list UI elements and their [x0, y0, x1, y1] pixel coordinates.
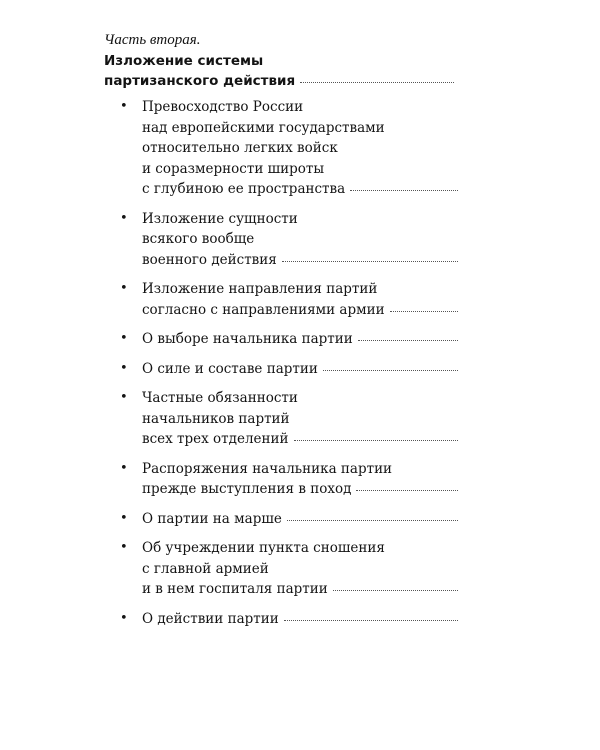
toc-entry-text: О партии на марше [142, 510, 282, 527]
bullet-icon: • [120, 281, 128, 296]
toc-entry[interactable] [118, 97, 458, 200]
toc-entry-text: О силе и составе партии [142, 360, 318, 377]
toc-entry-text: Изложение сущности [142, 210, 298, 227]
toc-entry-text: с главной армией [142, 560, 269, 577]
toc-list [118, 97, 458, 638]
dot-leader [333, 589, 458, 591]
dot-leader [294, 439, 458, 441]
toc-entry[interactable] [118, 279, 458, 320]
bullet-icon: • [120, 610, 128, 626]
toc-entry-text: прежде выступления в поход [142, 481, 352, 497]
toc-entry-text: Изложение направления партий [142, 281, 378, 297]
dot-leader [356, 489, 458, 491]
toc-entry[interactable] [118, 359, 458, 380]
toc-entry-text: над европейскими государствами [142, 119, 385, 136]
section-heading [104, 51, 454, 91]
toc-entry[interactable] [118, 388, 458, 450]
toc-entry[interactable] [118, 538, 458, 600]
toc-entry-text: Частные обязанности [142, 390, 298, 406]
toc-entry-text: О действии партии [142, 610, 279, 627]
dot-leader [282, 260, 458, 262]
toc-entry-text: относительно легких войск [142, 140, 338, 156]
toc-entry-text: Распоряжения начальника партии [142, 460, 393, 477]
toc-entry-text: согласно с направлениями армии [142, 301, 385, 318]
toc-entry-text: всякого вообще [142, 231, 255, 247]
toc-entry-text: начальников партий [142, 410, 290, 427]
toc-entry-text: и в нем госпиталя партии [142, 581, 328, 597]
dot-leader [358, 339, 458, 341]
bullet-icon: • [120, 210, 128, 226]
dot-leader [284, 619, 458, 621]
toc-entry-text: Об учреждении пункта сношения [142, 540, 385, 556]
bullet-icon: • [120, 460, 128, 476]
part-label: Часть вторая. [104, 32, 201, 48]
toc-entry-text: с глубиною ее пространства [142, 181, 346, 197]
toc-entry[interactable] [118, 509, 458, 530]
bullet-icon: • [120, 390, 128, 405]
bullet-icon: • [120, 360, 128, 376]
dot-leader [390, 310, 458, 312]
bullet-icon: • [120, 331, 128, 346]
section-heading-line [104, 71, 454, 91]
toc-entry-text: и соразмерности широты [142, 160, 325, 177]
toc-entry-text: всех трех отделений [142, 431, 289, 447]
toc-entry[interactable] [118, 459, 458, 500]
bullet-icon: • [120, 510, 128, 526]
toc-entry-text: Превосходство России [142, 99, 304, 115]
bullet-icon: • [120, 540, 128, 555]
toc-entry-text: О выборе начальника партии [142, 331, 353, 347]
section-heading-line [104, 51, 454, 71]
dot-leader [287, 519, 458, 521]
toc-entry[interactable] [118, 609, 458, 630]
section-heading-text: Изложение системы [104, 53, 264, 69]
toc-entry[interactable] [118, 329, 458, 350]
bullet-icon: • [120, 99, 128, 114]
dot-leader [300, 81, 454, 83]
dot-leader [323, 369, 458, 371]
section-heading-text: партизанского действия [104, 73, 296, 89]
toc-entry[interactable] [118, 209, 458, 271]
toc-entry-text: военного действия [142, 251, 277, 268]
dot-leader [350, 189, 458, 191]
